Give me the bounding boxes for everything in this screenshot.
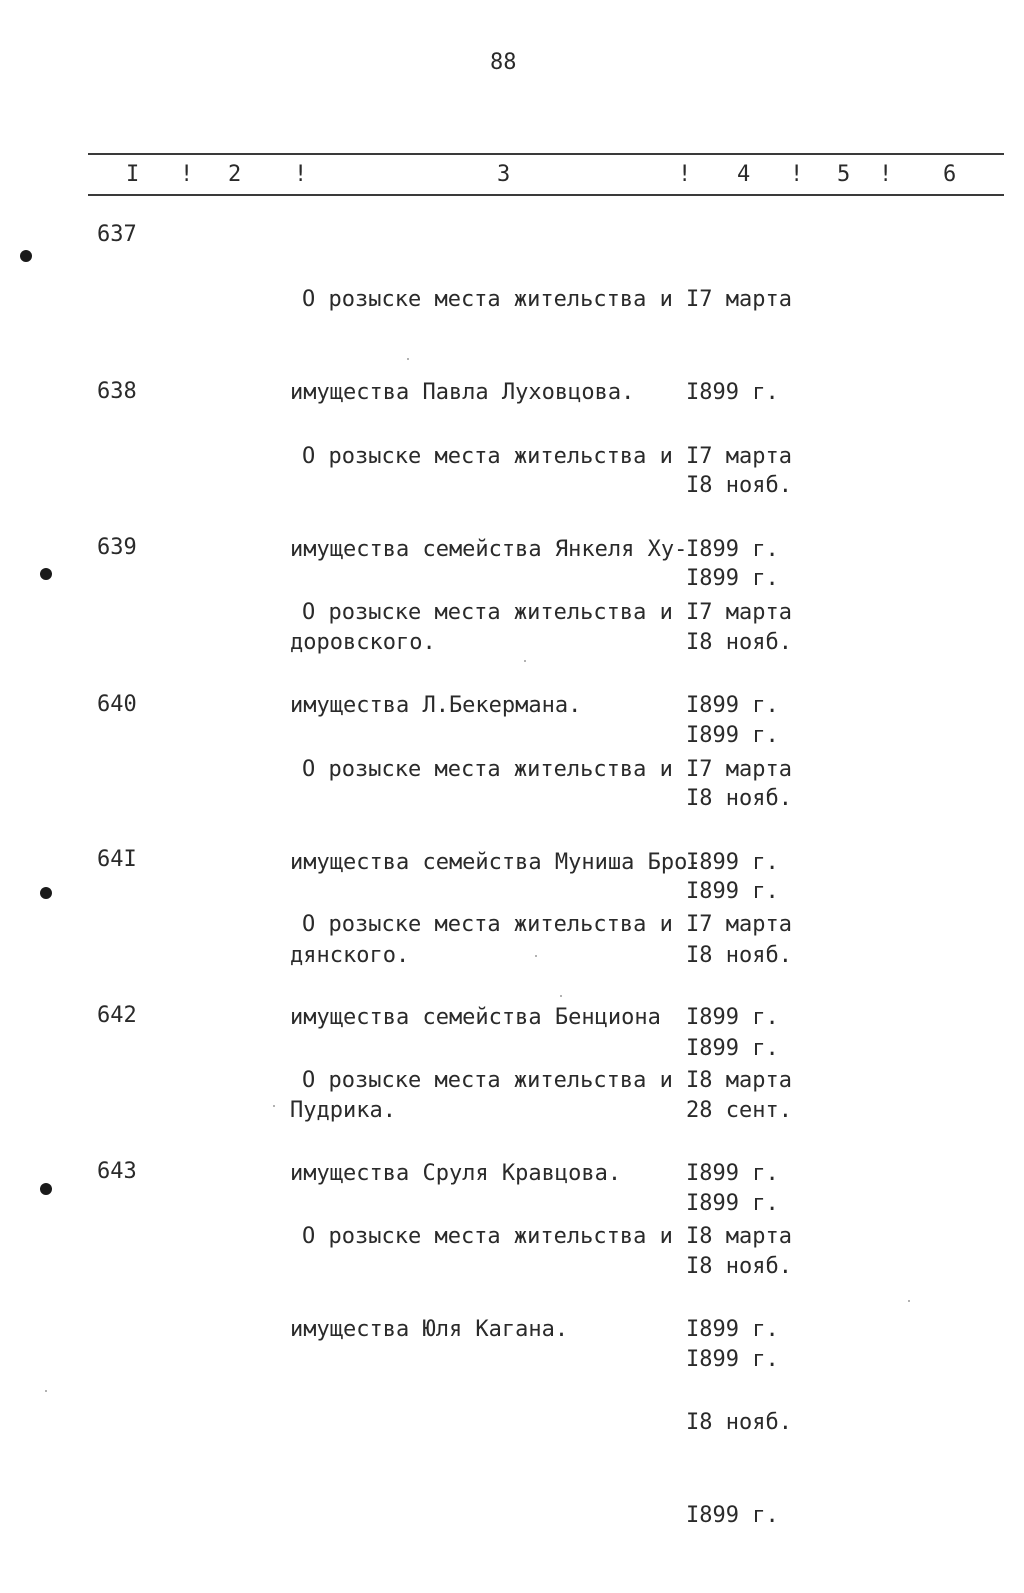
title-line: имущества семейства Янкеля Ху-	[290, 537, 688, 562]
date-line: I899 г.	[686, 1317, 779, 1342]
scan-speck	[560, 995, 562, 997]
page-number: 88	[490, 50, 517, 75]
date-line: I899 г.	[686, 1161, 779, 1186]
title-line: О розыске места жительства и	[302, 912, 673, 937]
date-line: I8 нояб.	[686, 1254, 792, 1279]
header-col-4: 4	[737, 162, 751, 187]
date-line: I899 г.	[686, 1503, 779, 1528]
punch-hole-mark	[40, 887, 52, 899]
scan-speck	[524, 660, 526, 662]
punch-hole-mark	[40, 568, 52, 580]
punch-hole-mark	[20, 250, 32, 262]
scan-speck	[908, 1300, 910, 1302]
header-col-3: 3	[497, 162, 511, 187]
date-line: I899 г.	[686, 1036, 779, 1061]
entry-row	[0, 1159, 1024, 1528]
entry-number: 638	[97, 379, 137, 404]
header-separator-5: !	[879, 162, 893, 187]
date-line: I899 г.	[686, 537, 779, 562]
date-line: I7 марта	[686, 757, 792, 782]
date-line: I899 г.	[686, 1005, 779, 1030]
entry-dates	[686, 1159, 792, 1593]
scan-speck	[535, 955, 537, 957]
date-line: I899 г.	[686, 1191, 779, 1216]
date-line: I899 г.	[686, 879, 779, 904]
title-line: О розыске места жительства и	[302, 444, 673, 469]
entry-number: 639	[97, 535, 137, 560]
title-line: имущества семейства Бенциона	[290, 1005, 661, 1030]
punch-hole-mark	[40, 1183, 52, 1195]
entry-number: 642	[97, 1003, 137, 1028]
header-separator-1: !	[180, 162, 194, 187]
title-line: имущества Павла Луховцова.	[290, 380, 635, 405]
date-line: I8 марта	[686, 1068, 792, 1093]
title-line: имущества Юля Кагана.	[290, 1317, 569, 1342]
date-line: I7 марта	[686, 287, 792, 312]
header-separator-2: !	[294, 162, 308, 187]
title-line: О розыске места жительства и	[302, 1224, 673, 1249]
date-line: I899 г.	[686, 693, 779, 718]
header-col-5: 5	[837, 162, 851, 187]
date-line: I8 нояб.	[686, 630, 792, 655]
title-line: имущества Л.Бекермана.	[290, 693, 582, 718]
date-line: 28 сент.	[686, 1098, 792, 1123]
header-col-1: I	[126, 162, 140, 187]
date-line: I899 г.	[686, 380, 779, 405]
scan-speck	[45, 1390, 47, 1392]
table-top-rule	[88, 153, 1004, 155]
entry-number: 643	[97, 1159, 137, 1184]
title-line: О розыске места жительства и	[302, 757, 673, 782]
date-line: I899 г.	[686, 566, 779, 591]
date-line: I899 г.	[686, 723, 779, 748]
header-col-2: 2	[228, 162, 242, 187]
date-line: I899 г.	[686, 1347, 779, 1372]
entry-number: 640	[97, 692, 137, 717]
title-line: О розыске места жительства и	[302, 287, 673, 312]
date-line: I8 нояб.	[686, 473, 792, 498]
title-line: дянского.	[290, 943, 410, 968]
date-line: I8 нояб.	[686, 786, 792, 811]
scan-speck	[407, 358, 409, 360]
title-line: имущества семейства Муниша Бро-	[290, 850, 701, 875]
date-line: I8 нояб.	[686, 1410, 792, 1435]
date-line: I7 марта	[686, 600, 792, 625]
title-line: Пудрика.	[290, 1098, 396, 1123]
title-line: имущества Сруля Кравцова.	[290, 1161, 622, 1186]
entry-title	[290, 1159, 685, 1407]
date-line: I7 марта	[686, 444, 792, 469]
date-line: I7 марта	[686, 912, 792, 937]
header-col-6: 6	[943, 162, 957, 187]
date-line: I899 г.	[686, 850, 779, 875]
title-line: доровского.	[290, 630, 436, 655]
scan-speck	[273, 1105, 275, 1107]
entry-number: 64I	[97, 847, 137, 872]
table-header-rule	[88, 194, 1004, 196]
header-separator-3: !	[678, 162, 692, 187]
header-separator-4: !	[790, 162, 804, 187]
title-line: О розыске места жительства и	[302, 600, 673, 625]
entry-number: 637	[97, 222, 137, 247]
date-line: I8 марта	[686, 1224, 792, 1249]
date-line: I8 нояб.	[686, 943, 792, 968]
title-line: О розыске места жительства и	[302, 1068, 673, 1093]
